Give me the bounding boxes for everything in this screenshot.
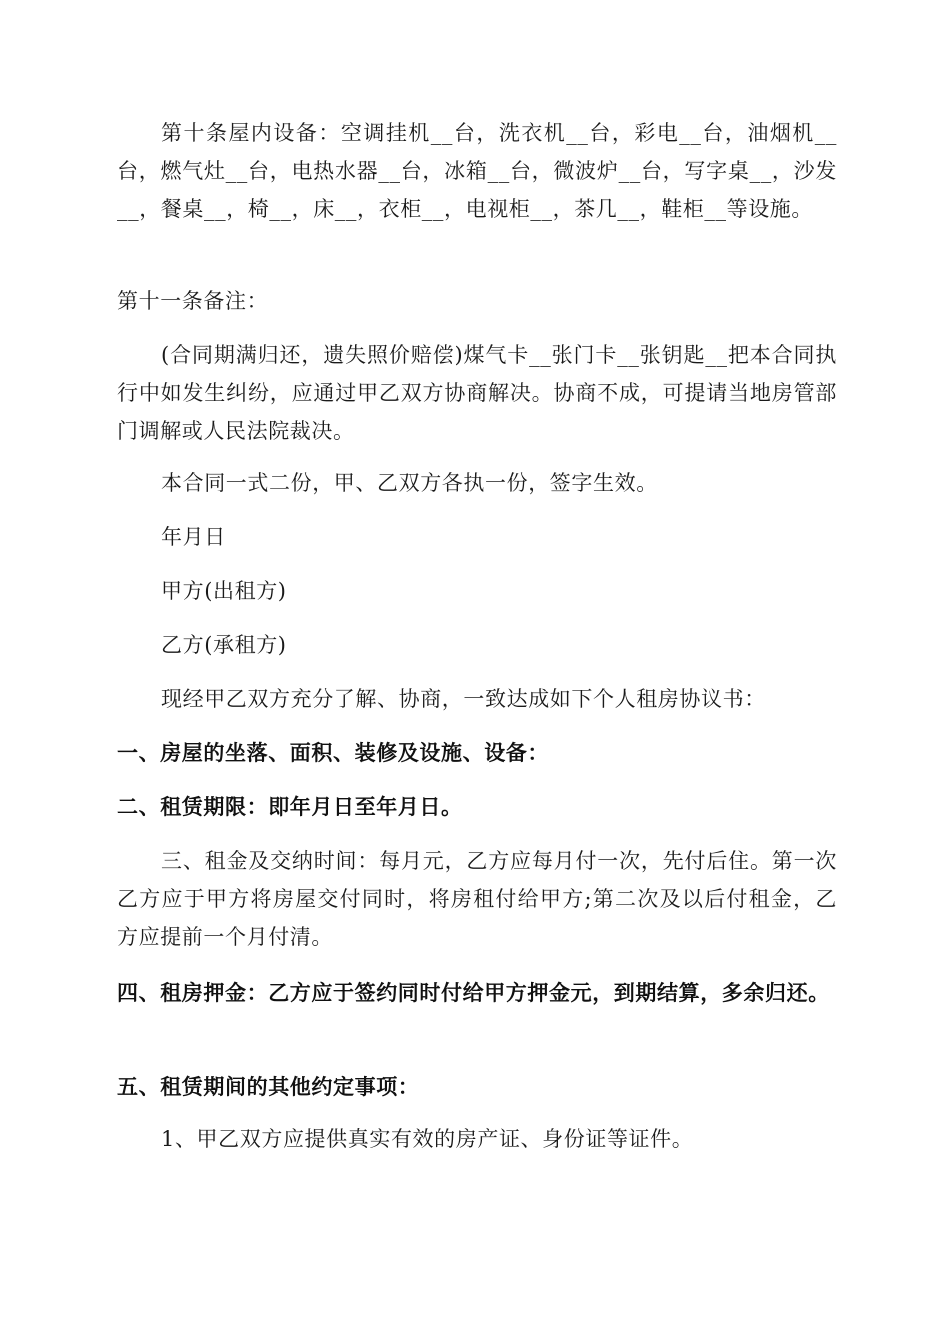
article-10-equipment: 第十条屋内设备：空调挂机__台，洗衣机__台，彩电__台，油烟机__台，燃气灶__台，电热水器__台，冰箱__台，微波炉__台，写字桌__，沙发__，餐桌__，椅__，床__，衣柜__，电视柜__，茶几__，鞋柜__等设施。 — [117, 121, 837, 221]
clause-1-documents: 1、甲乙双方应提供真实有效的房产证、身份证等证件。 — [161, 1127, 694, 1151]
section-1-heading: 一、房屋的坐落、面积、装修及设施、设备： — [117, 741, 549, 765]
party-b-line: 乙方(承租方) — [161, 633, 287, 657]
section-4-deposit: 四、租房押金：乙方应于签约同时付给甲方押金元，到期结算，多余归还。 — [117, 981, 830, 1005]
copies-clause: 本合同一式二份，甲、乙双方各执一份，签字生效。 — [161, 471, 658, 495]
date-line: 年月日 — [161, 525, 226, 549]
article-11-body: (合同期满归还，遗失照价赔偿)煤气卡__张门卡__张钥匙__把本合同执行中如发生纠纷，应通过甲乙双方协商解决。协商不成，可提请当地房管部门调解或人民法院裁决。 — [117, 343, 837, 443]
article-11-heading: 第十一条备注： — [117, 289, 269, 313]
section-2-heading: 二、租赁期限：即年月日至年月日。 — [117, 795, 463, 819]
agreement-intro: 现经甲乙双方充分了解、协商，一致达成如下个人租房协议书： — [161, 687, 766, 711]
section-3-rent: 三、租金及交纳时间：每月元，乙方应每月付一次，先付后住。第一次乙方应于甲方将房屋交付同时，将房租付给甲方;第二次及以后付租金，乙方应提前一个月付清。 — [117, 849, 837, 949]
party-a-line: 甲方(出租方) — [161, 579, 287, 603]
section-5-heading: 五、租赁期间的其他约定事项： — [117, 1075, 420, 1099]
